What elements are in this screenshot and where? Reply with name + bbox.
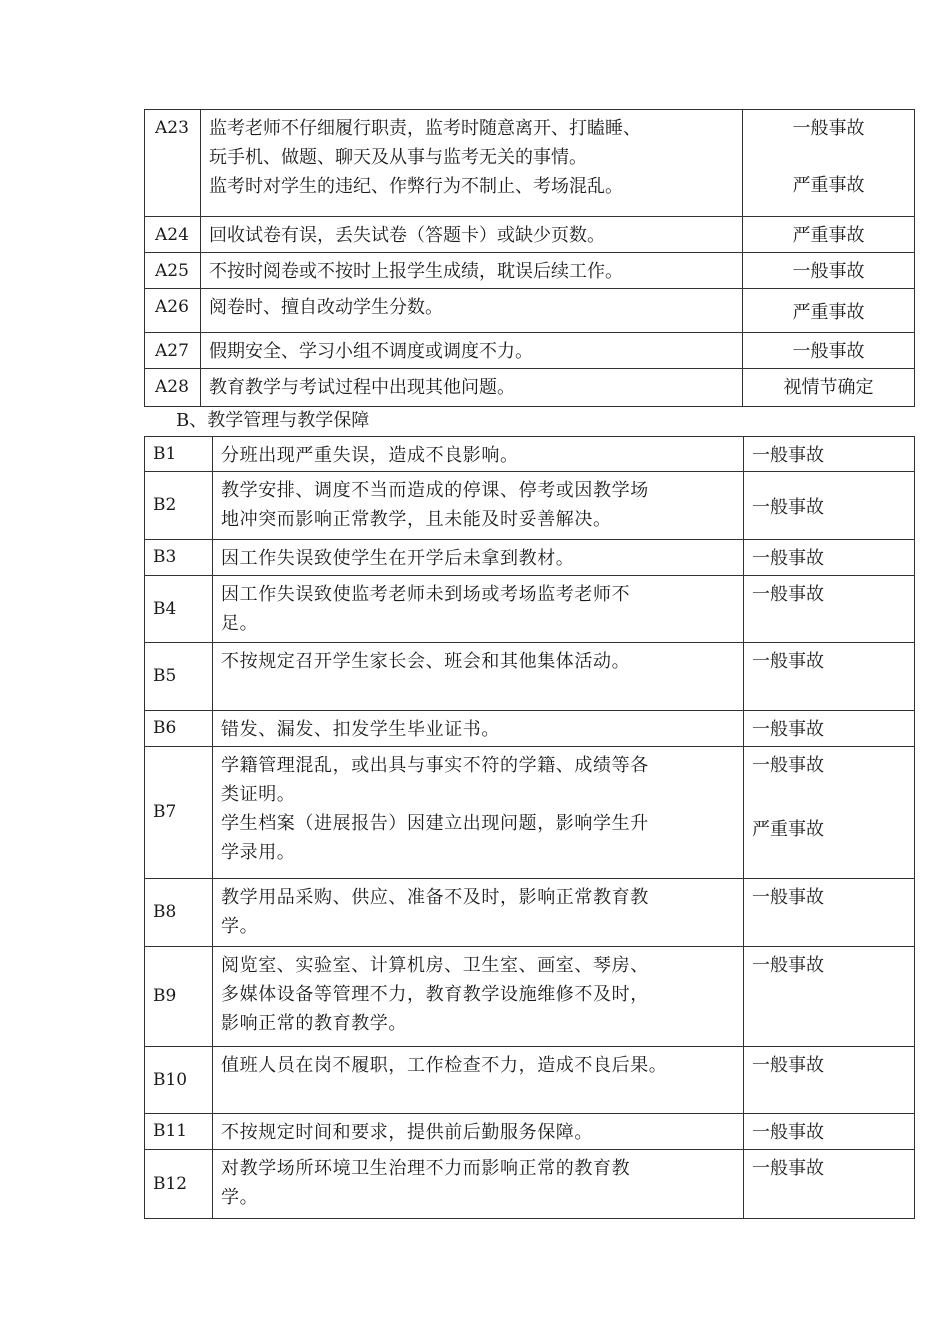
row-code: B1 xyxy=(145,437,213,472)
row-level: 一般事故 xyxy=(744,1047,915,1114)
row-description: 因工作失误致使学生在开学后未拿到教材。 xyxy=(213,540,744,576)
table-row xyxy=(145,110,915,217)
row-description: 分班出现严重失误，造成不良影响。 xyxy=(213,437,744,472)
row-level: 一般事故 严重事故 xyxy=(743,110,915,217)
row-code: B8 xyxy=(145,879,213,947)
row-level: 一般事故 xyxy=(744,437,915,472)
row-description: 不按时阅卷或不按时上报学生成绩，耽误后续工作。 xyxy=(201,253,743,289)
row-code: B9 xyxy=(145,947,213,1047)
table-row xyxy=(145,217,915,253)
row-code: A24 xyxy=(145,217,201,253)
row-code: B12 xyxy=(145,1150,213,1219)
table-row xyxy=(145,333,915,369)
row-level: 一般事故 严重事故 xyxy=(744,747,915,879)
row-description: 教育教学与考试过程中出现其他问题。 xyxy=(201,369,743,407)
table-section-a xyxy=(144,109,915,407)
row-description: 监考老师不仔细履行职责，监考时随意离开、打瞌睡、 玩手机、做题、聊天及从事与监考无关的事情。 监考时对学生的违纪、作弊行为不制止、考场混乱。 xyxy=(201,110,743,217)
row-code: B10 xyxy=(145,1047,213,1114)
row-description: 阅卷时、擅自改动学生分数。 xyxy=(201,289,743,333)
row-level: 一般事故 xyxy=(744,1114,915,1150)
table-row xyxy=(145,472,915,540)
row-level: 一般事故 xyxy=(744,711,915,747)
table-row xyxy=(145,253,915,289)
section-b-heading: B、教学管理与教学保障 xyxy=(176,410,370,431)
row-level: 严重事故 xyxy=(743,289,915,333)
row-description: 学籍管理混乱，或出具与事实不符的学籍、成绩等各 类证明。 学生档案（进展报告）因建立出现问题，影响学生升 学录用。 xyxy=(213,747,744,879)
row-description: 教学用品采购、供应、准备不及时，影响正常教育教 学。 xyxy=(213,879,744,947)
table-row xyxy=(145,437,915,472)
table-row xyxy=(145,289,915,333)
row-code: B2 xyxy=(145,472,213,540)
row-code: A26 xyxy=(145,289,201,333)
table-row xyxy=(145,747,915,879)
row-description: 不按规定召开学生家长会、班会和其他集体活动。 xyxy=(213,643,744,711)
table-section-b xyxy=(144,436,915,1219)
row-description: 不按规定时间和要求，提供前后勤服务保障。 xyxy=(213,1114,744,1150)
row-level: 视情节确定 xyxy=(743,369,915,407)
row-code: B11 xyxy=(145,1114,213,1150)
table-row xyxy=(145,369,915,407)
row-code: A27 xyxy=(145,333,201,369)
row-level: 一般事故 xyxy=(744,643,915,711)
row-code: A25 xyxy=(145,253,201,289)
row-level: 一般事故 xyxy=(744,1150,915,1219)
table-row xyxy=(145,643,915,711)
table-row xyxy=(145,1150,915,1219)
row-level: 一般事故 xyxy=(744,576,915,643)
row-code: B4 xyxy=(145,576,213,643)
row-level: 一般事故 xyxy=(744,947,915,1047)
table-row xyxy=(145,711,915,747)
table-row xyxy=(145,947,915,1047)
row-level: 一般事故 xyxy=(744,472,915,540)
row-level: 一般事故 xyxy=(744,879,915,947)
table-row xyxy=(145,576,915,643)
row-description: 对教学场所环境卫生治理不力而影响正常的教育教 学。 xyxy=(213,1150,744,1219)
row-code: B5 xyxy=(145,643,213,711)
row-description: 回收试卷有误，丢失试卷（答题卡）或缺少页数。 xyxy=(201,217,743,253)
row-description: 值班人员在岗不履职，工作检查不力，造成不良后果。 xyxy=(213,1047,744,1114)
row-level: 严重事故 xyxy=(743,217,915,253)
row-code: B6 xyxy=(145,711,213,747)
row-code: B7 xyxy=(145,747,213,879)
row-level: 一般事故 xyxy=(743,253,915,289)
row-level: 一般事故 xyxy=(743,333,915,369)
table-row xyxy=(145,879,915,947)
row-code: A23 xyxy=(145,110,201,217)
table-row xyxy=(145,1047,915,1114)
row-code: A28 xyxy=(145,369,201,407)
row-level: 一般事故 xyxy=(744,540,915,576)
table-row xyxy=(145,1114,915,1150)
table-row xyxy=(145,540,915,576)
row-description: 错发、漏发、扣发学生毕业证书。 xyxy=(213,711,744,747)
row-description: 教学安排、调度不当而造成的停课、停考或因教学场 地冲突而影响正常教学，且未能及时妥善解决。 xyxy=(213,472,744,540)
row-description: 因工作失误致使监考老师未到场或考场监考老师不 足。 xyxy=(213,576,744,643)
row-code: B3 xyxy=(145,540,213,576)
row-description: 阅览室、实验室、计算机房、卫生室、画室、琴房、 多媒体设备等管理不力，教育教学设施维修不及时， 影响正常的教育教学。 xyxy=(213,947,744,1047)
row-description: 假期安全、学习小组不调度或调度不力。 xyxy=(201,333,743,369)
